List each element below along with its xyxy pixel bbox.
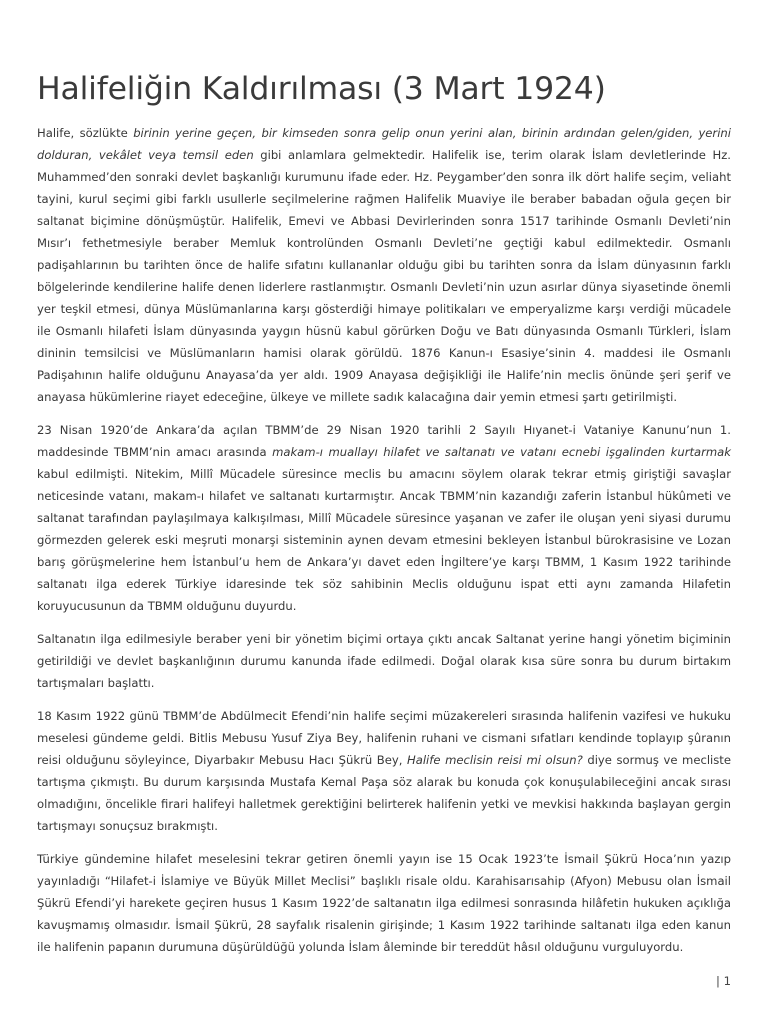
paragraph-2-text-a: 23 Nisan 1920’de Ankara’da açılan TBMM’de 29 Nisan 1920 tarihli 2 Sayılı Hıyanet-i Vataniye Kanunu’nun 1. maddesinde TBMM’nin amacı arasında — [37, 423, 731, 459]
page-number: | 1 — [716, 974, 731, 988]
paragraph-2-text-c: kabul edilmişti. Nitekim, Millî Mücadele süresince meclis bu amacını söylem olarak tekrar etmiş giriştiği savaşlar neticesinde vatanı, makam-ı hilafet ve saltanatı kurtarmıştır. Ancak TBMM’nin kazandığı zaferin İstanbul hükûmeti ve saltanat tarafından paylaşılmaya kalkışılması, Millî Mücadele süresince yaşanan ve zafer ile oluşan yeni siyasi durumu görmezden gelerek eski meşruti monarşi sisteminin aynen devam etmesini bekleyen İstanbul bürokrasisine ve Lozan barış görüşmelerine hem İstanbul’u hem de Ankara’yı davet eden İngiltere’ye karşı TBMM, 1 Kasım 1922 tarihinde saltanatı ilga ederek Türkiye idaresinde tek söz sahibinin Meclis olduğunu ispat etti aynı zamanda Hilafetin koruyucusunun da TBMM olduğunu duyurdu. — [37, 467, 731, 613]
paragraph-4-text-a: 18 Kasım 1922 günü TBMM’de Abdülmecit Efendi’nin halife seçimi müzakereleri sırasında halifenin vazifesi ve hukuku meselesi gündeme geldi. Bitlis Mebusu Yusuf Ziya Bey, halifenin ruhani ve cismani sıfatları kendinde toplayıp şûranın reisi olduğunu söyleyince, Diyarbakır Mebusu Hacı Şükrü Bey, — [37, 709, 731, 767]
paragraph-2 — [37, 419, 731, 617]
paragraph-3: Saltanatın ilga edilmesiyle beraber yeni bir yönetim biçimi ortaya çıktı ancak Saltanat yerine hangi yönetim biçiminin getirildiği ve devlet başkanlığının durumu kanunda ifade edilmedi. Doğal olarak kısa süre sonra bu durum birtakım tartışmaları başlattı. — [37, 632, 731, 690]
paragraph-4-text-c: diye sormuş ve mecliste tartışma çıkmıştı. Bu durum karşısında Mustafa Kemal Paşa söz alarak bu konuda çok konuşulabileceğini ancak sırası olmadığını, öncelikle firari halifeyi halletmek gerektiğini belirterek halifenin yetki ve mevkisi hakkında başlayan gergin tartışmayı sonuçsuz bırakmıştı. — [37, 753, 731, 833]
paragraph-1-italic: birinin yerine geçen, bir kimseden sonra gelip onun yerini alan, birinin ardından gelen/giden, yerini dolduran, vekâlet veya temsil eden — [37, 126, 731, 162]
document-page — [37, 68, 731, 969]
paragraph-4 — [37, 705, 731, 837]
paragraph-4-italic: Halife meclisin reisi mi olsun? — [407, 753, 583, 767]
paragraph-1 — [37, 122, 731, 408]
paragraph-1-text-c: gibi anlamlara gelmektedir. Halifelik ise, terim olarak İslam devletlerinde Hz. Muhammed’den sonraki devlet başkanlığı kurumunu ifade eder. Hz. Peygamber’den sonra ilk dört halife seçim, veliaht tayini, kurul seçimi gibi farklı usullerle seçilmelerine rağmen Halifelik Muaviye ile beraber babadan oğula geçen bir saltanat biçimine dönüşmüştür. Halifelik, Emevi ve Abbasi Devirlerinden sonra 1517 tarihinde Osmanlı Devleti’nin Mısır’ı fethetmesiyle beraber Memluk kontrolünden Osmanlı Devleti’ne geçtiği kabul edilmektedir. Osmanlı padişahlarının bu tarihten önce de halife sıfatını kullananlar olduğu gibi bu tarihten sonra da İslam dünyasının farklı bölgelerinde kendilerine halife denen liderlere rastlanmıştır. Osmanlı Devleti’nin uzun asırlar dünya siyasetinde önemli yer teşkil etmesi, dünya Müslümanlarına karşı gösterdiği himaye politikaları ve emperyalizme karşı verdiği mücadele ile Osmanlı hilafeti İslam dünyasında yaygın hüsnü kabul görürken Doğu ve Batı dünyasında Osmanlı Türkleri, İslam dininin temsilcisi ve Müslümanların hamisi olarak görüldü. 1876 Kanun-ı Esasiye’sinin 4. maddesi ile Osmanlı Padişahının halife olduğunu Anayasa’da yer aldı. 1909 Anayasa değişikliği ile Halife’nin meclis önünde şeri şerif ve anayasa hükümlerine riayet edeceğine, ülkeye ve millete sadık kalacağına dair yemin etmesi şartı getirilmişti. — [37, 148, 731, 404]
paragraph-1-text-a: Halife, sözlükte — [37, 126, 134, 140]
paragraph-5: Türkiye gündemine hilafet meselesini tekrar getiren önemli yayın ise 15 Ocak 1923’te İsmail Şükrü Hoca’nın yazıp yayınladığı “Hilafet-i İslamiye ve Büyük Millet Meclisi” başlıklı risale oldu. Karahisarısahip (Afyon) Mebusu olan İsmail Şükrü Efendi’yi harekete geçiren husus 1 Kasım 1922’de saltanatın ilga edilmesi sonrasında hilâfetin hukuken açıklığa kavuşmamış olmasıdır. İsmail Şükrü, 28 sayfalık risalenin girişinde; 1 Kasım 1922 tarihinde saltanatı ilga eden kanun ile halifenin papanın durumuna düşürüldüğü yolunda İslam âleminde bir tereddüt hâsıl olduğunu vurguluyordu. — [37, 852, 731, 954]
page-title: Halifeliğin Kaldırılması (3 Mart 1924) — [37, 71, 606, 107]
paragraph-2-italic: makam-ı muallayı hilafet ve saltanatı ve vatanı ecnebi işgalinden kurtarmak — [272, 445, 731, 459]
